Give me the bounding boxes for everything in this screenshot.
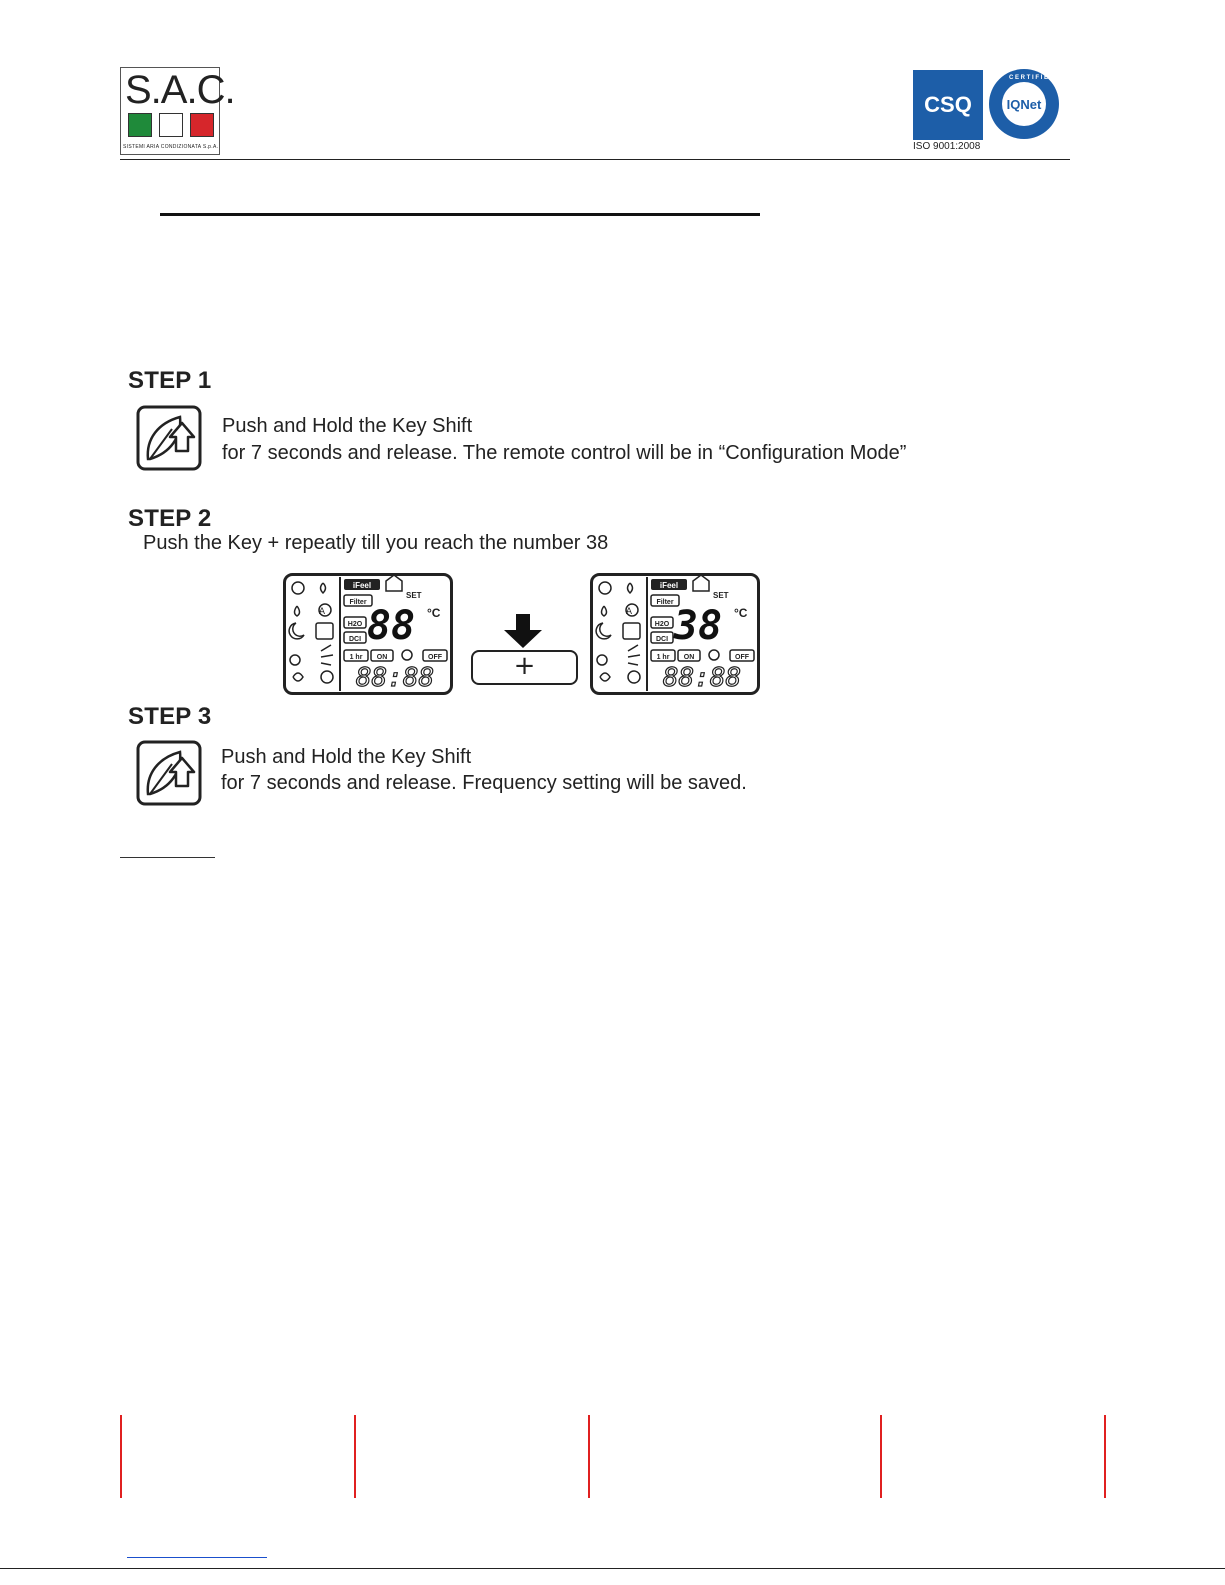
step-2-title: STEP 2 bbox=[128, 505, 212, 532]
leaf-shift-key-icon bbox=[136, 405, 202, 471]
iso-label: ISO 9001:2008 bbox=[913, 141, 981, 152]
logo-red-square bbox=[190, 113, 214, 137]
lcd-after-on-label: ON bbox=[683, 654, 695, 661]
svg-text:A: A bbox=[625, 607, 633, 617]
step-2-line-1: Push the Key + repeatly till you reach the number 38 bbox=[143, 532, 609, 554]
lcd-after-h2o-label: H2O bbox=[654, 621, 670, 628]
company-logo-subtext: SISTEMI ARIA CONDIZIONATA S.p.A. bbox=[123, 144, 219, 150]
lcd-before-hr-label: 1 hr bbox=[349, 654, 363, 661]
step-1-line-2: for 7 seconds and release. The remote control will be in “Configuration Mode” bbox=[222, 442, 907, 464]
plus-key-button: + bbox=[471, 650, 578, 685]
iqnet-badge-text: IQNet bbox=[1006, 97, 1042, 112]
step-3-line-1: Push and Hold the Key Shift bbox=[221, 746, 472, 768]
footer-separator bbox=[120, 1415, 122, 1498]
iqnet-certified-badge bbox=[987, 67, 1061, 141]
lcd-after-dc-label: DCI bbox=[655, 636, 669, 643]
step-1-line-1: Push and Hold the Key Shift bbox=[222, 415, 473, 437]
lcd-after-feel-label: iFeel bbox=[659, 581, 679, 590]
lcd-before-unit: °C bbox=[427, 606, 441, 620]
lcd-after-off-label: OFF bbox=[735, 654, 749, 661]
step-3-line-2: for 7 seconds and release. Frequency setting will be saved. bbox=[221, 772, 747, 794]
svg-text:C E R T I F I E D: C E R T I F I E D bbox=[1009, 75, 1055, 81]
leaf-shift-key-icon bbox=[136, 740, 202, 806]
lcd-before-big-digits: 88 bbox=[366, 603, 416, 649]
lcd-after-unit: °C bbox=[734, 606, 748, 620]
lcd-before-clock: 88:88 bbox=[355, 663, 435, 693]
logo-white-square bbox=[159, 113, 183, 137]
lcd-display-after bbox=[590, 573, 760, 695]
lcd-before-feel-label: iFeel bbox=[352, 581, 372, 590]
lcd-after-big-digits: 38 bbox=[673, 603, 723, 649]
svg-text:A: A bbox=[318, 607, 326, 617]
lcd-before-h2o-label: H2O bbox=[347, 621, 363, 628]
lcd-before-set-label: SET bbox=[406, 591, 422, 600]
csq-logo: CSQ bbox=[913, 70, 983, 140]
company-logo bbox=[120, 67, 235, 155]
lcd-after-hr-label: 1 hr bbox=[656, 654, 670, 661]
down-arrow-icon bbox=[502, 614, 544, 648]
footer-separator bbox=[880, 1415, 882, 1498]
header-divider bbox=[120, 159, 1070, 160]
lcd-before-on-label: ON bbox=[376, 654, 388, 661]
page-bottom-rule bbox=[0, 1568, 1225, 1569]
footer-separator bbox=[1104, 1415, 1106, 1498]
lcd-after-clock: 88:88 bbox=[662, 663, 742, 693]
footer-separator bbox=[588, 1415, 590, 1498]
step-3-title: STEP 3 bbox=[128, 703, 212, 730]
lcd-before-filter-label: Filter bbox=[349, 599, 367, 606]
lcd-after-set-label: SET bbox=[713, 591, 729, 600]
footer-link-underline bbox=[127, 1557, 267, 1558]
logo-green-square bbox=[128, 113, 152, 137]
title-underline bbox=[160, 213, 760, 216]
step-1-title: STEP 1 bbox=[128, 367, 212, 394]
lcd-after-filter-label: Filter bbox=[656, 599, 674, 606]
footer-separator bbox=[354, 1415, 356, 1498]
lcd-display-before bbox=[283, 573, 453, 695]
section-underline bbox=[120, 857, 215, 858]
lcd-before-off-label: OFF bbox=[428, 654, 442, 661]
company-logo-text: S.A.C. bbox=[125, 68, 235, 112]
lcd-before-dc-label: DCI bbox=[348, 636, 362, 643]
